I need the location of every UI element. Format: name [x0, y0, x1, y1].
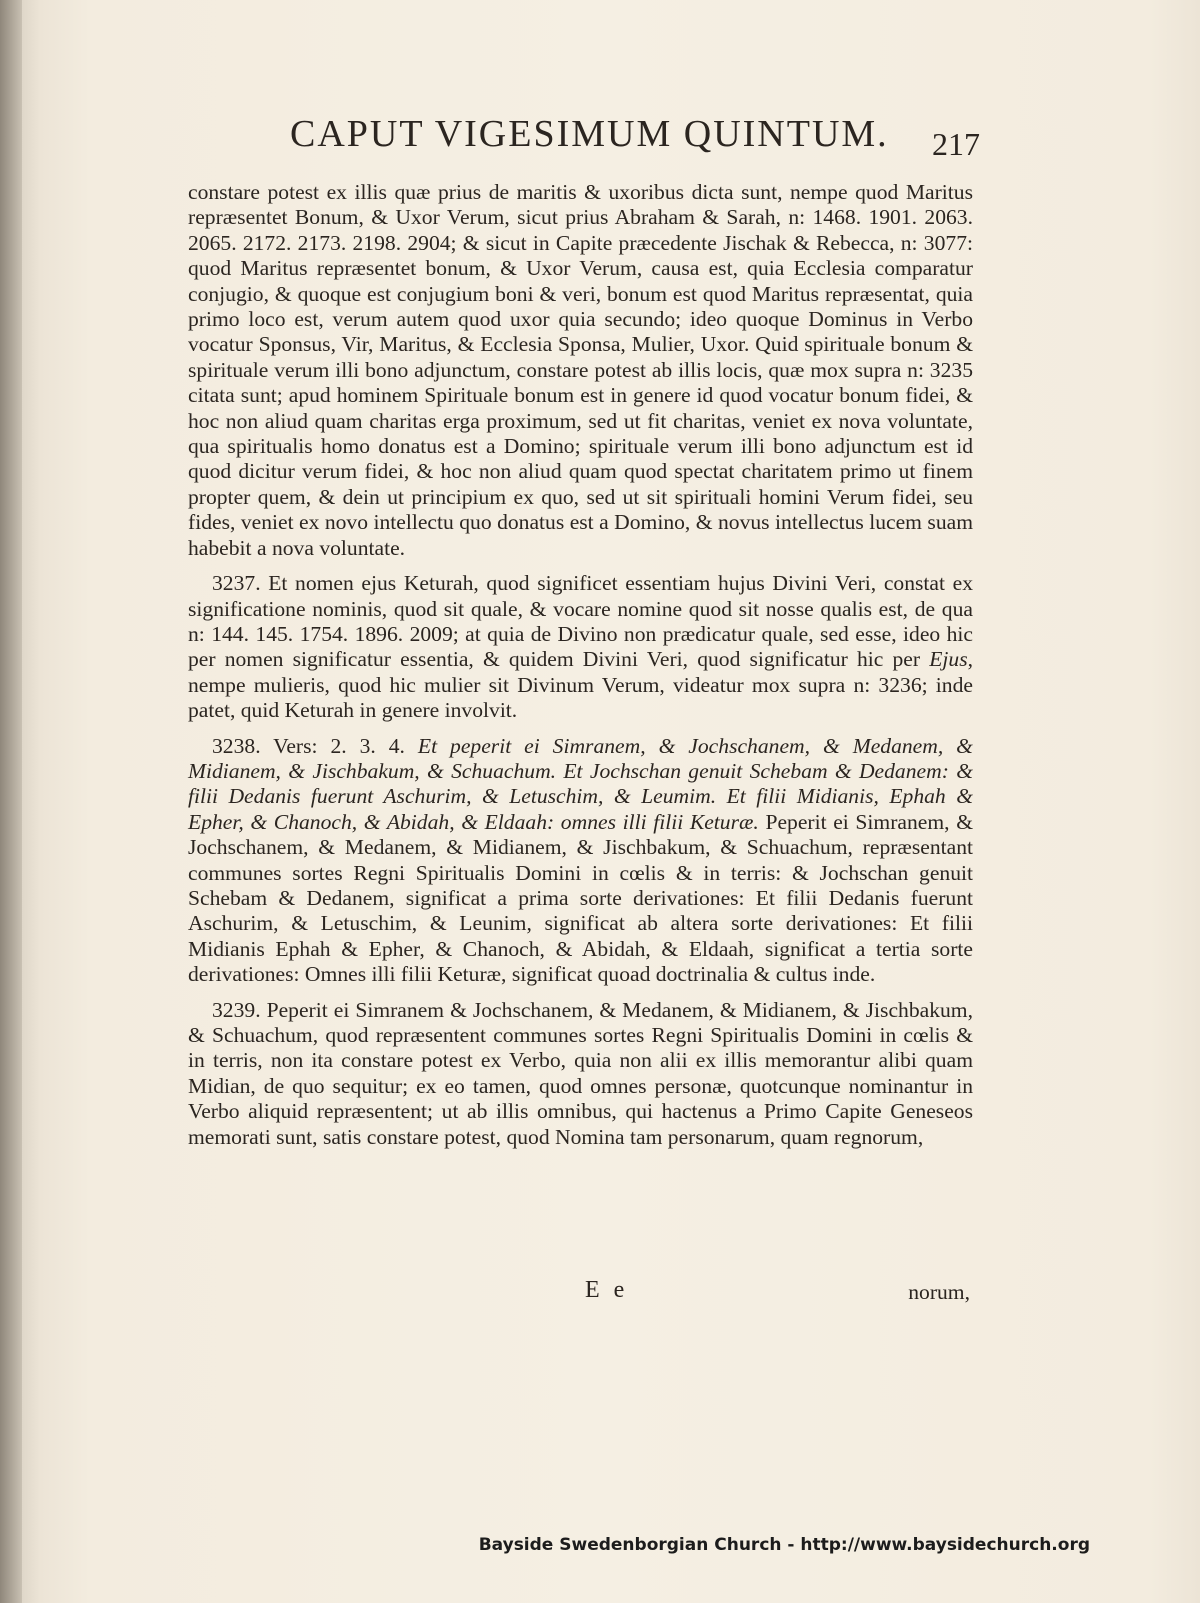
paragraph-3238-verse: Et peperit ei Simranem, & Jochschanem, & Medanem, & Midianem, & Jischbakum, & Schuachum. Et Jochschan genuit Schebam & Dedanem: & filii Dedanis fuerunt Aschurim, & Letuschim, & Leumim. Et filii Midianis, Ephah & Epher, & Chanoch, & Abidah, & Eldaah: omnes illi filii Keturæ. [188, 733, 973, 834]
body-text [188, 180, 973, 1160]
catchword: norum, [908, 1280, 970, 1304]
page-number: 217 [932, 126, 980, 162]
paragraph-3237 [188, 571, 973, 723]
source-watermark: Bayside Swedenborgian Church - http://www.baysidechurch.org [478, 1535, 1090, 1555]
running-title: CAPUT VIGESIMUM QUINTUM. [290, 113, 889, 155]
page-header [190, 112, 990, 170]
signature-mark: E e [585, 1277, 629, 1303]
paragraph-3237-italic: Ejus [929, 647, 968, 672]
paragraph-3238-tail: Peperit ei Simranem, & Jochschanem, & Medanem, & Midianem, & Jischbakum, & Schuachum, repræsentant communes sortes Regni Spiritualis Domini in cœlis & in terris: & Jochschan genuit Schebam & Dedanem, significat a prima sorte derivationes: Et filii Dedanis fuerunt Aschurim, & Letuschim, & Leunim, significat ab altera sorte derivationes: Et filii Midianis Ephah & Epher, & Chanoch, & Abidah, & Eldaah, significat a tertia sorte derivationes: Omnes illi filii Keturæ, significat quoad doctrinalia & cultus inde. [188, 809, 973, 987]
binding-gutter [0, 0, 22, 1603]
paragraph-3238-lead: 3238. Vers: 2. 3. 4. [212, 733, 405, 758]
paragraph-3239: 3239. Peperit ei Simranem & Jochschanem, & Medanem, & Midianem, & Jischbakum, & Schuachum, quod repræsentent communes sortes Regni Spiritualis Domini in cœlis & in terris, non ita constare potest ex Verbo, quia non alii ex illis memorantur alibi quam Midian, de quo sequitur; ex eo tamen, quod omnes personæ, quotcunque nominantur in Verbo aliquid repræsentent; ut ab illis omnibus, qui hactenus a Primo Capite Geneseos memorati sunt, satis constare potest, quod Nomina tam personarum, quam regnorum, [188, 997, 973, 1149]
paragraph-3237-text: 3237. Et nomen ejus Keturah, quod significet essentiam hujus Divini Veri, constat ex significatione nominis, quod sit quale, & vocare nomine quod sit nosse qualis est, de qua n: 144. 145. 1754. 1896. 2009; at quia de Divino non prædicatur quale, sed esse, ideo hic per nomen significatur essentia, & quidem Divini Veri, quod significatur hic per [188, 571, 973, 672]
paragraph-continuation: constare potest ex illis quæ prius de maritis & uxoribus dicta sunt, nempe quod Maritus repræsentet Bonum, & Uxor Verum, sicut prius Abraham & Sarah, n: 1468. 1901. 2063. 2065. 2172. 2173. 2198. 2904; & sicut in Capite præcedente Jischak & Rebecca, n: 3077: quod Maritus repræsentet bonum, & Uxor Verum, causa est, quia Ecclesia comparatur conjugio, & quoque est conjugium boni & veri, bonum est quod Maritus repræsentat, quia primo loco est, verum autem quod uxor quia secundo; ideo quoque Dominus in Verbo vocatur Sponsus, Vir, Maritus, & Ecclesia Sponsa, Mulier, Uxor. Quid spirituale bonum & spirituale verum illi bono adjunctum, constare potest ab illis locis, quæ mox supra n: 3235 citata sunt; apud hominem Spirituale bonum est in genere id quod vocatur bonum fidei, & hoc non aliud quam charitas erga proximum, sed ut fit charitas, veniet ex nova voluntate, qua spiritualis homo donatus est a Domino; spirituale verum illi bono adjunctum est id quod dicitur verum fidei, & hoc non aliud quam quod spectat charitatem primo ut finem propter quem, & dein ut principium ex quo, sed ut sit spirituali homini Verum fidei, seu fides, veniet ex novo intellectu quo donatus est a Domino, & novus intellectus lucem suam habebit a nova voluntate. [188, 180, 973, 560]
paragraph-3238 [188, 734, 973, 988]
paragraph-3237-tail: , nempe mulieris, quod hic mulier sit Divinum Verum, videatur mox supra n: 3236; inde patet, quid Keturah in genere involvit. [188, 647, 973, 723]
